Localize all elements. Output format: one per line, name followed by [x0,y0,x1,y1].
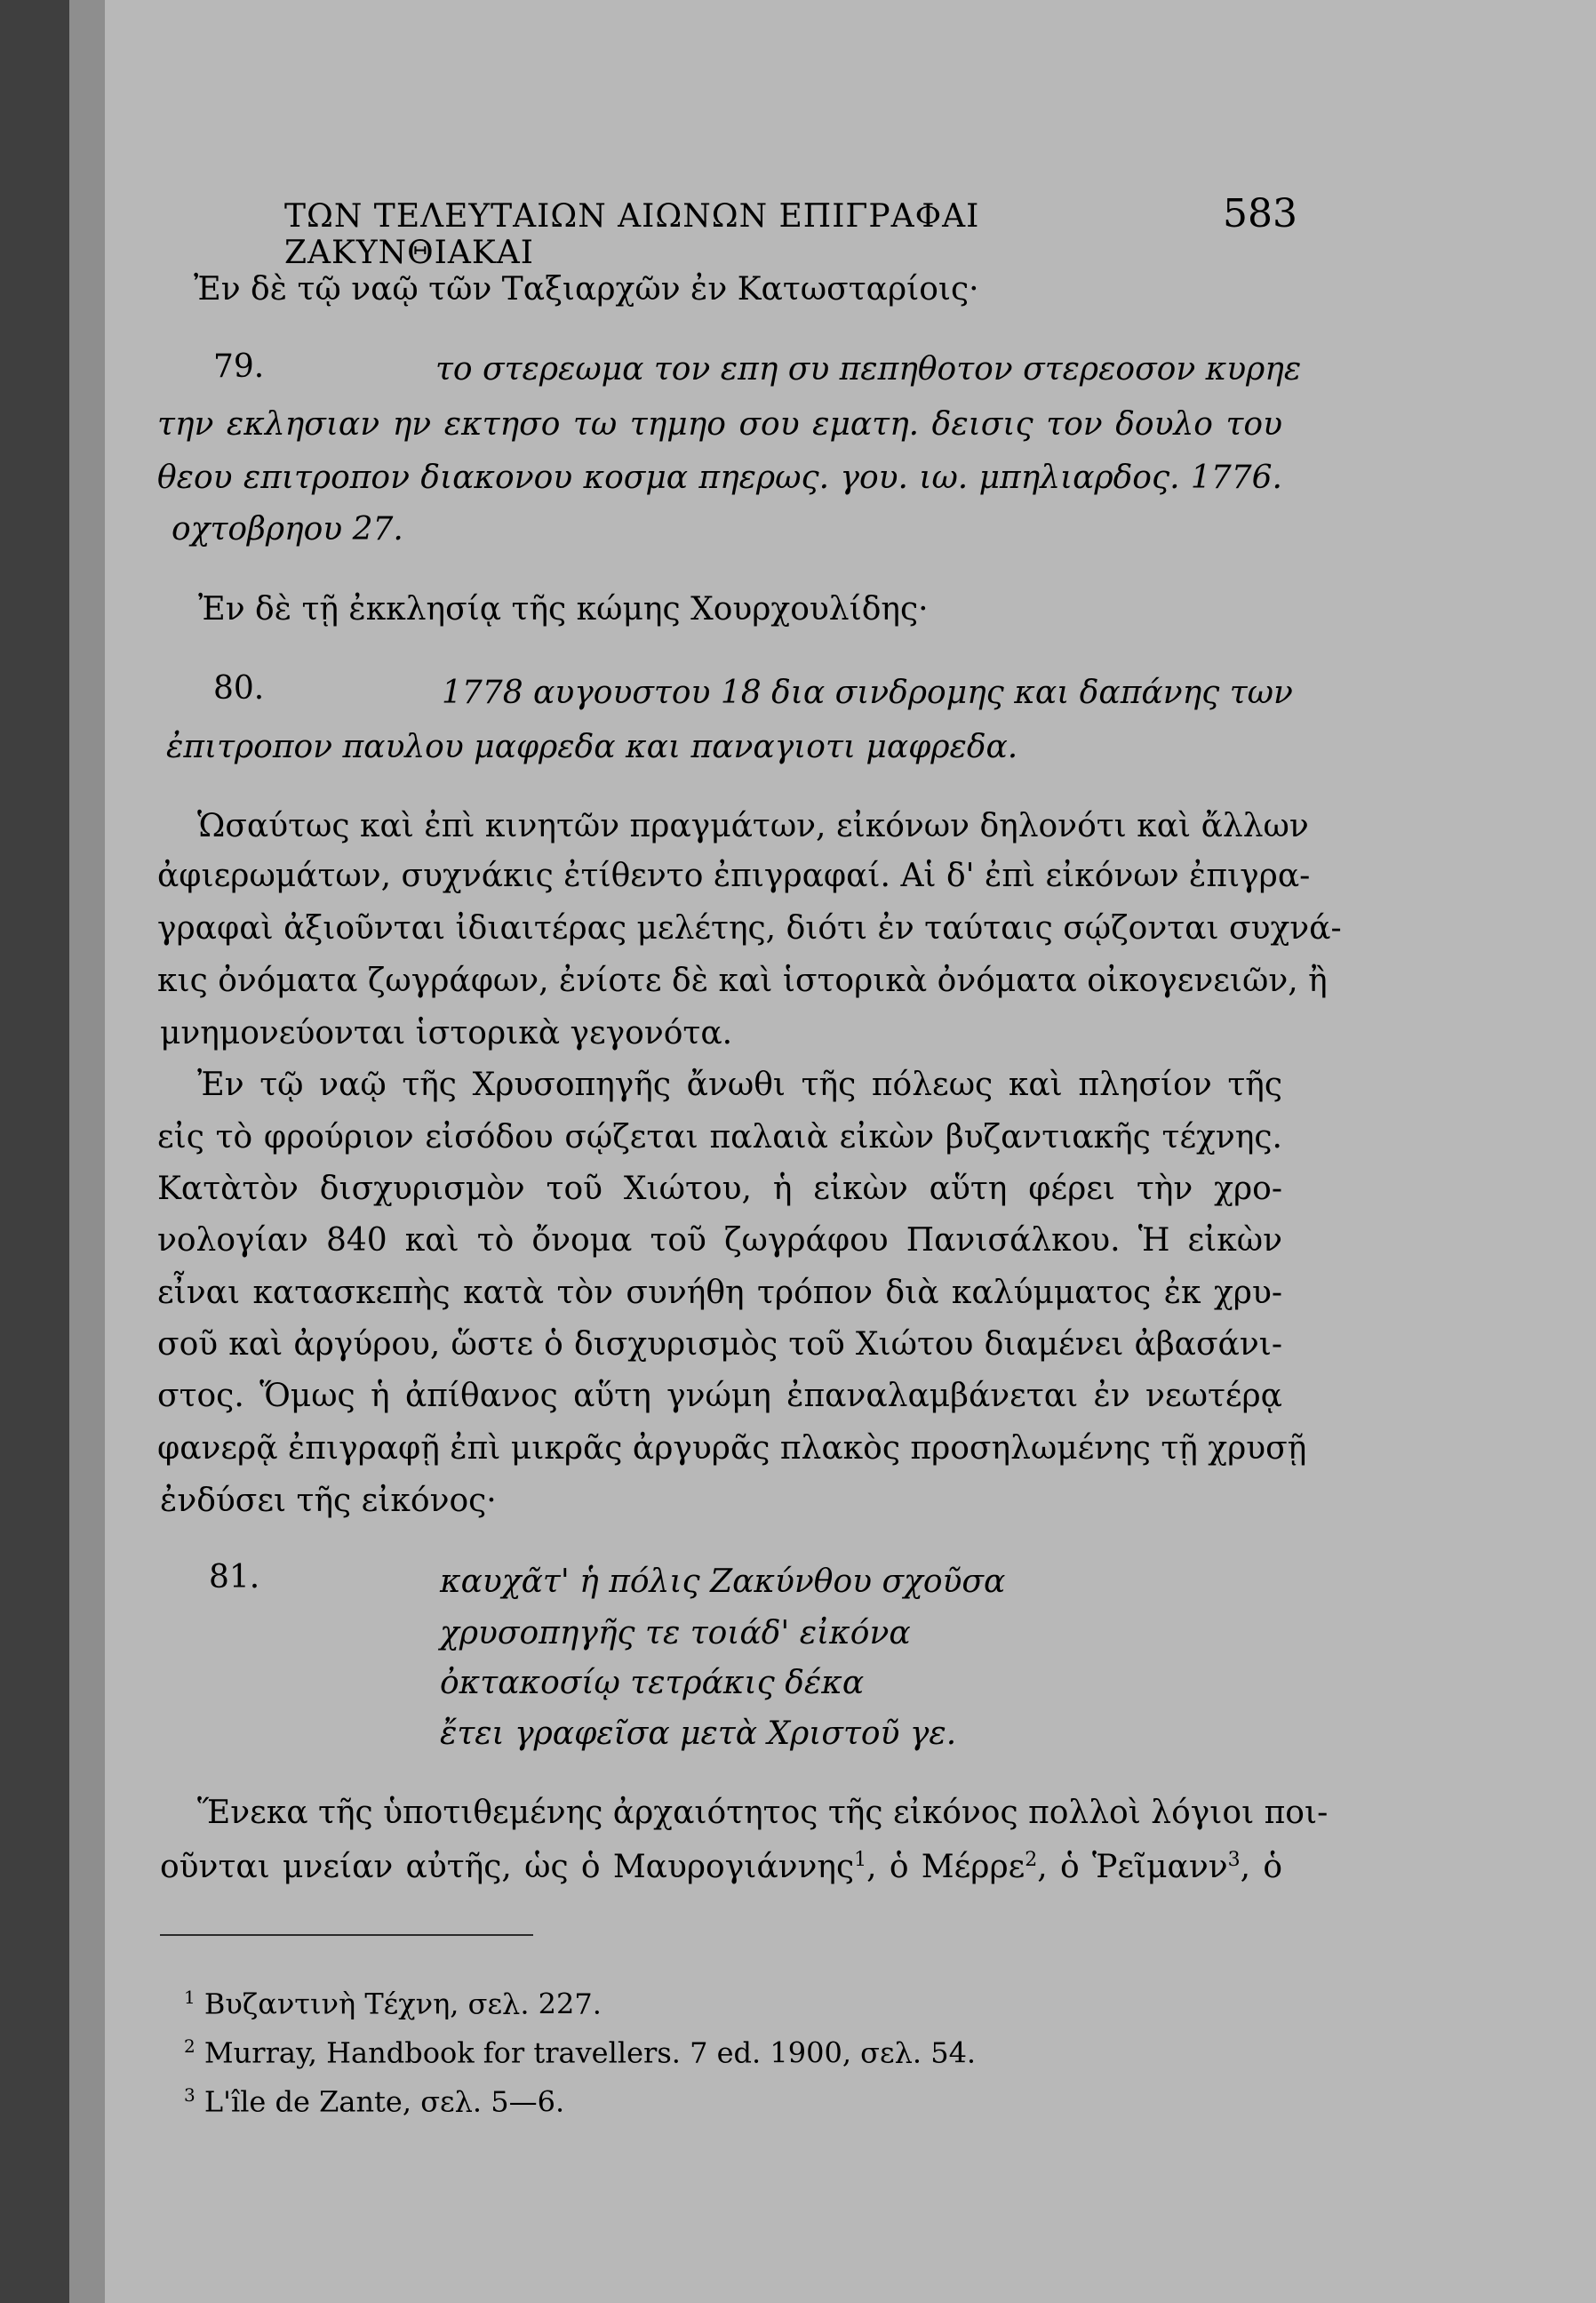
footnote [184,2084,564,2119]
paragraph-1-line: Ὡσαύτως καὶ ἐπὶ κινητῶν πραγμάτων, εἰκόνων δηλονότι καὶ ἄλλων [197,808,1309,844]
footnote-ref: 2 [1025,1849,1038,1871]
inscription-81-verse: χρυσοπηγῆς τε τοιάδ' εἰκόνα [440,1615,911,1651]
paragraph-2-line: στος. Ὅμως ἡ ἀπίθανος αὕτη γνώμη ἐπαναλαμβάνεται ἐν νεωτέρᾳ [157,1378,1282,1414]
footnote [184,1987,602,2021]
footnote-rule [160,1934,533,1936]
footnote-text: L'île de Zante, σελ. 5—6. [203,2084,565,2119]
running-title: ΤΩΝ ΤΕΛΕΥΤΑΙΩΝ ΑΙΩΝΩΝ ΕΠΙΓΡΑΦΑΙ ΖΑΚΥΝΘΙΑΚΑΙ [284,198,980,271]
inscription-79-number: 79. [213,348,265,385]
paragraph-2-line: σοῦ καὶ ἀργύρου, ὥστε ὁ δισχυρισμὸς τοῦ Χιώτου διαμένει ἀβασάνι- [157,1326,1282,1363]
paragraph-1-line: γραφαὶ ἀξιοῦνται ἰδιαιτέρας μελέτης, διότι ἐν ταύταις σῴζονται συχνά- [157,910,1342,947]
footnote-mark: 3 [184,2084,196,2106]
inscription-81-verse: ἔτει γραφεῖσα μετὰ Χριστοῦ γε. [440,1715,957,1752]
inscription-81-number: 81. [209,1559,260,1595]
paragraph-1-line: ἀφιερωμάτων, συχνάκις ἐτίθεντο ἐπιγραφαί. Αἱ δ' ἐπὶ εἰκόνων ἐπιγρα- [157,858,1311,894]
paragraph-2-line: εἶναι κατασκεπὴς κατὰ τὸν συνήθη τρόπον διὰ καλύμματος ἐκ χρυ- [157,1275,1282,1311]
footnote-mark: 2 [184,2035,196,2057]
inscription-79-line: το στερεωμα τον επη συ πεπηθοτον στερεοσον κυρηε [435,351,1302,388]
paragraph-3-line [160,1851,1282,1883]
paragraph-3-text: , ὁ [1240,1849,1283,1885]
footnote-ref: 1 [854,1849,867,1871]
intro-line-1: Ἐν δὲ τῷ ναῷ τῶν Ταξιαρχῶν ἐν Κατωσταρίοις· [194,271,979,308]
inscription-79-line: την εκλησιαν ην εκτησο τω τημηο σου εματη. δεισις τον δουλο του [157,406,1282,443]
paragraph-2-line: φανερᾷ ἐπιγραφῇ ἐπὶ μικρᾶς ἀργυρᾶς πλακὸς προσηλωμένης τῇ χρυσῇ [157,1430,1307,1467]
footnote-mark: 1 [184,1987,196,2008]
inscription-80-line: 1778 αυγουστου 18 δια σινδρομης και δαπάνης των [442,675,1293,711]
inscription-79-line: θεου επιτροπον διακονου κοσμα πηερως. γου. ιω. μπηλιαρδος. 1776. [157,460,1282,496]
paragraph-3-text: , ὁ Μέρρε [866,1849,1025,1885]
paragraph-2-line: νολογίαν 840 καὶ τὸ ὄνομα τοῦ ζωγράφου Πανισάλκου. Ἡ εἰκὼν [157,1222,1282,1259]
footnote [184,2035,976,2070]
running-header [284,191,1297,271]
paragraph-2-line: Ἐν τῷ ναῷ τῆς Χρυσοπηγῆς ἄνωθι τῆς πόλεως καὶ πλησίον τῆς [197,1067,1282,1103]
page-gutter [69,0,105,2303]
paragraph-2-line: Κατὰτὸν δισχυρισμὸν τοῦ Χιώτου, ἡ εἰκὼν αὕτη φέρει τὴν χρο- [157,1171,1282,1207]
intro-line-2: Ἐν δὲ τῇ ἐκκλησίᾳ τῆς κώμης Χουρχουλίδης· [198,591,929,628]
inscription-81-verse: καυχᾶτ' ἡ πόλις Ζακύνθου σχοῦσα [440,1563,1006,1600]
paragraph-1-line: μνημονεύονται ἱστορικὰ γεγονότα. [160,1015,733,1052]
paragraph-3-text: , ὁ Ῥεῖμανν [1037,1849,1228,1885]
footnote-ref: 3 [1227,1849,1241,1871]
paragraph-3-text: οῦνται μνείαν αὐτῆς, ὡς ὁ Μαυρογιάννης [160,1849,855,1885]
paragraph-1-line: κις ὀνόματα ζωγράφων, ἐνίοτε δὲ καὶ ἱστορικὰ ὀνόματα οἰκογενειῶν, ἢ [157,963,1328,999]
inscription-80-number: 80. [213,670,265,707]
inscription-81-verse: ὀκτακοσίῳ τετράκις δέκα [440,1665,865,1701]
footnote-text: Βυζαντινὴ Τέχνη, σελ. 227. [203,1987,602,2021]
paragraph-2-line: ἐνδύσει τῆς εἰκόνος· [160,1483,497,1519]
inscription-80-line: ἐπιτροπον παυλου μαφρεδα και παναγιοτι μαφρεδα. [166,729,1018,765]
inscription-79-line: οχτοβρηου 27. [172,511,403,548]
paragraph-3-line: Ἕνεκα τῆς ὑποτιθεμένης ἀρχαιότητος τῆς εἰκόνος πολλοὶ λόγιοι ποι- [197,1795,1329,1831]
footnote-text: Murray, Handbook for travellers. 7 ed. 1900, σελ. 54. [203,2035,977,2070]
page-number: 583 [1223,191,1297,236]
paragraph-2-line: εἰς τὸ φρούριον εἰσόδου σῴζεται παλαιὰ εἰκὼν βυζαντιακῆς τέχνης. [157,1119,1282,1155]
